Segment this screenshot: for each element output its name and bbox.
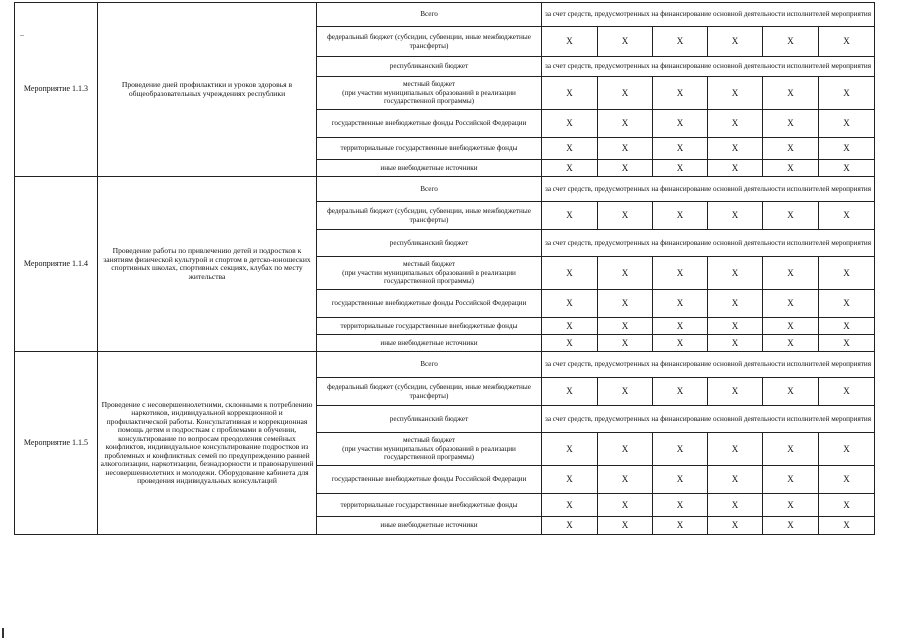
x-cell: X bbox=[598, 290, 653, 318]
x-cell: X bbox=[542, 160, 598, 177]
x-cell: X bbox=[819, 494, 875, 517]
x-cell: X bbox=[598, 335, 653, 352]
funding-source: территориальные государственные внебюджетные фонды bbox=[317, 138, 542, 160]
x-cell: X bbox=[763, 335, 819, 352]
x-cell: X bbox=[763, 318, 819, 335]
x-cell: X bbox=[598, 318, 653, 335]
x-cell: X bbox=[542, 517, 598, 535]
x-cell: X bbox=[542, 77, 598, 110]
funding-source: Всего bbox=[317, 3, 542, 27]
funding-source: государственные внебюджетные фонды Российской Федерации bbox=[317, 110, 542, 138]
x-cell: X bbox=[708, 494, 763, 517]
x-cell: X bbox=[708, 110, 763, 138]
x-cell: X bbox=[708, 318, 763, 335]
x-cell: X bbox=[542, 318, 598, 335]
x-cell: X bbox=[598, 257, 653, 290]
x-cell: X bbox=[708, 335, 763, 352]
funding-source: государственные внебюджетные фонды Российской Федерации bbox=[317, 466, 542, 494]
funding-note: за счет средств, предусмотренных на финансирование основной деятельности исполнителей мероприятия bbox=[542, 177, 875, 202]
x-cell: X bbox=[653, 290, 708, 318]
x-cell: X bbox=[708, 466, 763, 494]
x-cell: X bbox=[763, 257, 819, 290]
x-cell: X bbox=[708, 138, 763, 160]
x-cell: X bbox=[598, 160, 653, 177]
x-cell: X bbox=[542, 433, 598, 466]
x-cell: X bbox=[819, 77, 875, 110]
funding-source: территориальные государственные внебюджетные фонды bbox=[317, 318, 542, 335]
funding-source: территориальные государственные внебюджетные фонды bbox=[317, 494, 542, 517]
stray-mark: – bbox=[20, 30, 24, 39]
x-cell: X bbox=[763, 202, 819, 230]
x-cell: X bbox=[819, 27, 875, 57]
x-cell: X bbox=[598, 494, 653, 517]
x-cell: X bbox=[653, 138, 708, 160]
x-cell: X bbox=[653, 318, 708, 335]
x-cell: X bbox=[708, 27, 763, 57]
x-cell: X bbox=[819, 318, 875, 335]
x-cell: X bbox=[763, 160, 819, 177]
funding-source: иные внебюджетные источники bbox=[317, 517, 542, 535]
x-cell: X bbox=[598, 27, 653, 57]
funding-note: за счет средств, предусмотренных на финансирование основной деятельности исполнителей мероприятия bbox=[542, 3, 875, 27]
x-cell: X bbox=[542, 494, 598, 517]
x-cell: X bbox=[542, 138, 598, 160]
funding-source: республиканский бюджет bbox=[317, 57, 542, 77]
x-cell: X bbox=[763, 433, 819, 466]
funding-note: за счет средств, предусмотренных на финансирование основной деятельности исполнителей мероприятия bbox=[542, 230, 875, 257]
funding-source: Всего bbox=[317, 177, 542, 202]
x-cell: X bbox=[542, 290, 598, 318]
x-cell: X bbox=[819, 202, 875, 230]
x-cell: X bbox=[653, 335, 708, 352]
x-cell: X bbox=[653, 160, 708, 177]
x-cell: X bbox=[819, 378, 875, 406]
x-cell: X bbox=[598, 77, 653, 110]
x-cell: X bbox=[708, 77, 763, 110]
measure-name: Мероприятие 1.1.4 bbox=[15, 177, 98, 352]
x-cell: X bbox=[653, 110, 708, 138]
x-cell: X bbox=[763, 517, 819, 535]
measure-name: Мероприятие 1.1.5 bbox=[15, 352, 98, 535]
x-cell: X bbox=[819, 517, 875, 535]
x-cell: X bbox=[653, 433, 708, 466]
x-cell: X bbox=[653, 77, 708, 110]
x-cell: X bbox=[819, 110, 875, 138]
funding-source: республиканский бюджет bbox=[317, 230, 542, 257]
x-cell: X bbox=[542, 202, 598, 230]
x-cell: X bbox=[763, 466, 819, 494]
x-cell: X bbox=[819, 466, 875, 494]
funding-source: местный бюджет (при участии муниципальных образований в реализации государственной программы) bbox=[317, 257, 542, 290]
x-cell: X bbox=[653, 378, 708, 406]
measure-name: Мероприятие 1.1.3 bbox=[15, 3, 98, 177]
x-cell: X bbox=[598, 110, 653, 138]
funding-source: местный бюджет (при участии муниципальных образований в реализации государственной программы) bbox=[317, 77, 542, 110]
x-cell: X bbox=[763, 494, 819, 517]
table-row bbox=[15, 3, 875, 27]
x-cell: X bbox=[598, 202, 653, 230]
x-cell: X bbox=[819, 160, 875, 177]
funding-source: федеральный бюджет (субсидии, субвенции, иные межбюджетные трансферты) bbox=[317, 202, 542, 230]
scan-edge-mark bbox=[2, 628, 4, 638]
x-cell: X bbox=[708, 378, 763, 406]
x-cell: X bbox=[653, 494, 708, 517]
x-cell: X bbox=[598, 378, 653, 406]
funding-note: за счет средств, предусмотренных на финансирование основной деятельности исполнителей мероприятия bbox=[542, 406, 875, 433]
x-cell: X bbox=[542, 257, 598, 290]
x-cell: X bbox=[653, 257, 708, 290]
x-cell: X bbox=[763, 378, 819, 406]
funding-note: за счет средств, предусмотренных на финансирование основной деятельности исполнителей мероприятия bbox=[542, 57, 875, 77]
x-cell: X bbox=[763, 77, 819, 110]
x-cell: X bbox=[819, 433, 875, 466]
x-cell: X bbox=[708, 290, 763, 318]
funding-source: иные внебюджетные источники bbox=[317, 160, 542, 177]
x-cell: X bbox=[819, 335, 875, 352]
x-cell: X bbox=[542, 466, 598, 494]
x-cell: X bbox=[598, 433, 653, 466]
x-cell: X bbox=[708, 160, 763, 177]
funding-table bbox=[14, 2, 875, 535]
x-cell: X bbox=[653, 27, 708, 57]
x-cell: X bbox=[708, 202, 763, 230]
x-cell: X bbox=[708, 517, 763, 535]
funding-source: республиканский бюджет bbox=[317, 406, 542, 433]
x-cell: X bbox=[653, 466, 708, 494]
funding-source: государственные внебюджетные фонды Российской Федерации bbox=[317, 290, 542, 318]
measure-description: Проведение с несовершеннолетними, склонными к потреблению наркотиков, индивидуальной коррекционной и профилактической работы. Консультативная и коррекционная помощь детям и подросткам с проблемами в обучении, консультирование по вопросам преодоления семейных конфликтов, индивидуальное консультирование подростков из проблемных и конфликтных семей по предупреждению ранней алкоголизации, наркотизации, безнадзорности и правонарушений несовершеннолетних и молодежи. Оборудование кабинета для проведения индивидуальных консультаций bbox=[98, 352, 317, 535]
x-cell: X bbox=[819, 257, 875, 290]
x-cell: X bbox=[542, 27, 598, 57]
x-cell: X bbox=[598, 466, 653, 494]
x-cell: X bbox=[598, 138, 653, 160]
funding-source: иные внебюджетные источники bbox=[317, 335, 542, 352]
x-cell: X bbox=[763, 290, 819, 318]
funding-source: федеральный бюджет (субсидии, субвенции, иные межбюджетные трансферты) bbox=[317, 378, 542, 406]
x-cell: X bbox=[653, 517, 708, 535]
x-cell: X bbox=[763, 27, 819, 57]
x-cell: X bbox=[542, 110, 598, 138]
x-cell: X bbox=[763, 110, 819, 138]
x-cell: X bbox=[542, 378, 598, 406]
x-cell: X bbox=[598, 517, 653, 535]
measure-description: Проведение работы по привлечению детей и подростков к занятиям физической культурой и спортом в детско-юношеских спортивных школах, спортивных секциях, клубах по месту жительства bbox=[98, 177, 317, 352]
x-cell: X bbox=[708, 257, 763, 290]
funding-source: местный бюджет (при участии муниципальных образований в реализации государственной программы) bbox=[317, 433, 542, 466]
funding-source: федеральный бюджет (субсидии, субвенции, иные межбюджетные трансферты) bbox=[317, 27, 542, 57]
x-cell: X bbox=[542, 335, 598, 352]
measure-description: Проведение дней профилактики и уроков здоровья в общеобразовательных учреждениях республики bbox=[98, 3, 317, 177]
x-cell: X bbox=[653, 202, 708, 230]
table-row bbox=[15, 352, 875, 378]
x-cell: X bbox=[819, 138, 875, 160]
funding-note: за счет средств, предусмотренных на финансирование основной деятельности исполнителей мероприятия bbox=[542, 352, 875, 378]
x-cell: X bbox=[708, 433, 763, 466]
x-cell: X bbox=[763, 138, 819, 160]
table-row bbox=[15, 177, 875, 202]
x-cell: X bbox=[819, 290, 875, 318]
funding-source: Всего bbox=[317, 352, 542, 378]
